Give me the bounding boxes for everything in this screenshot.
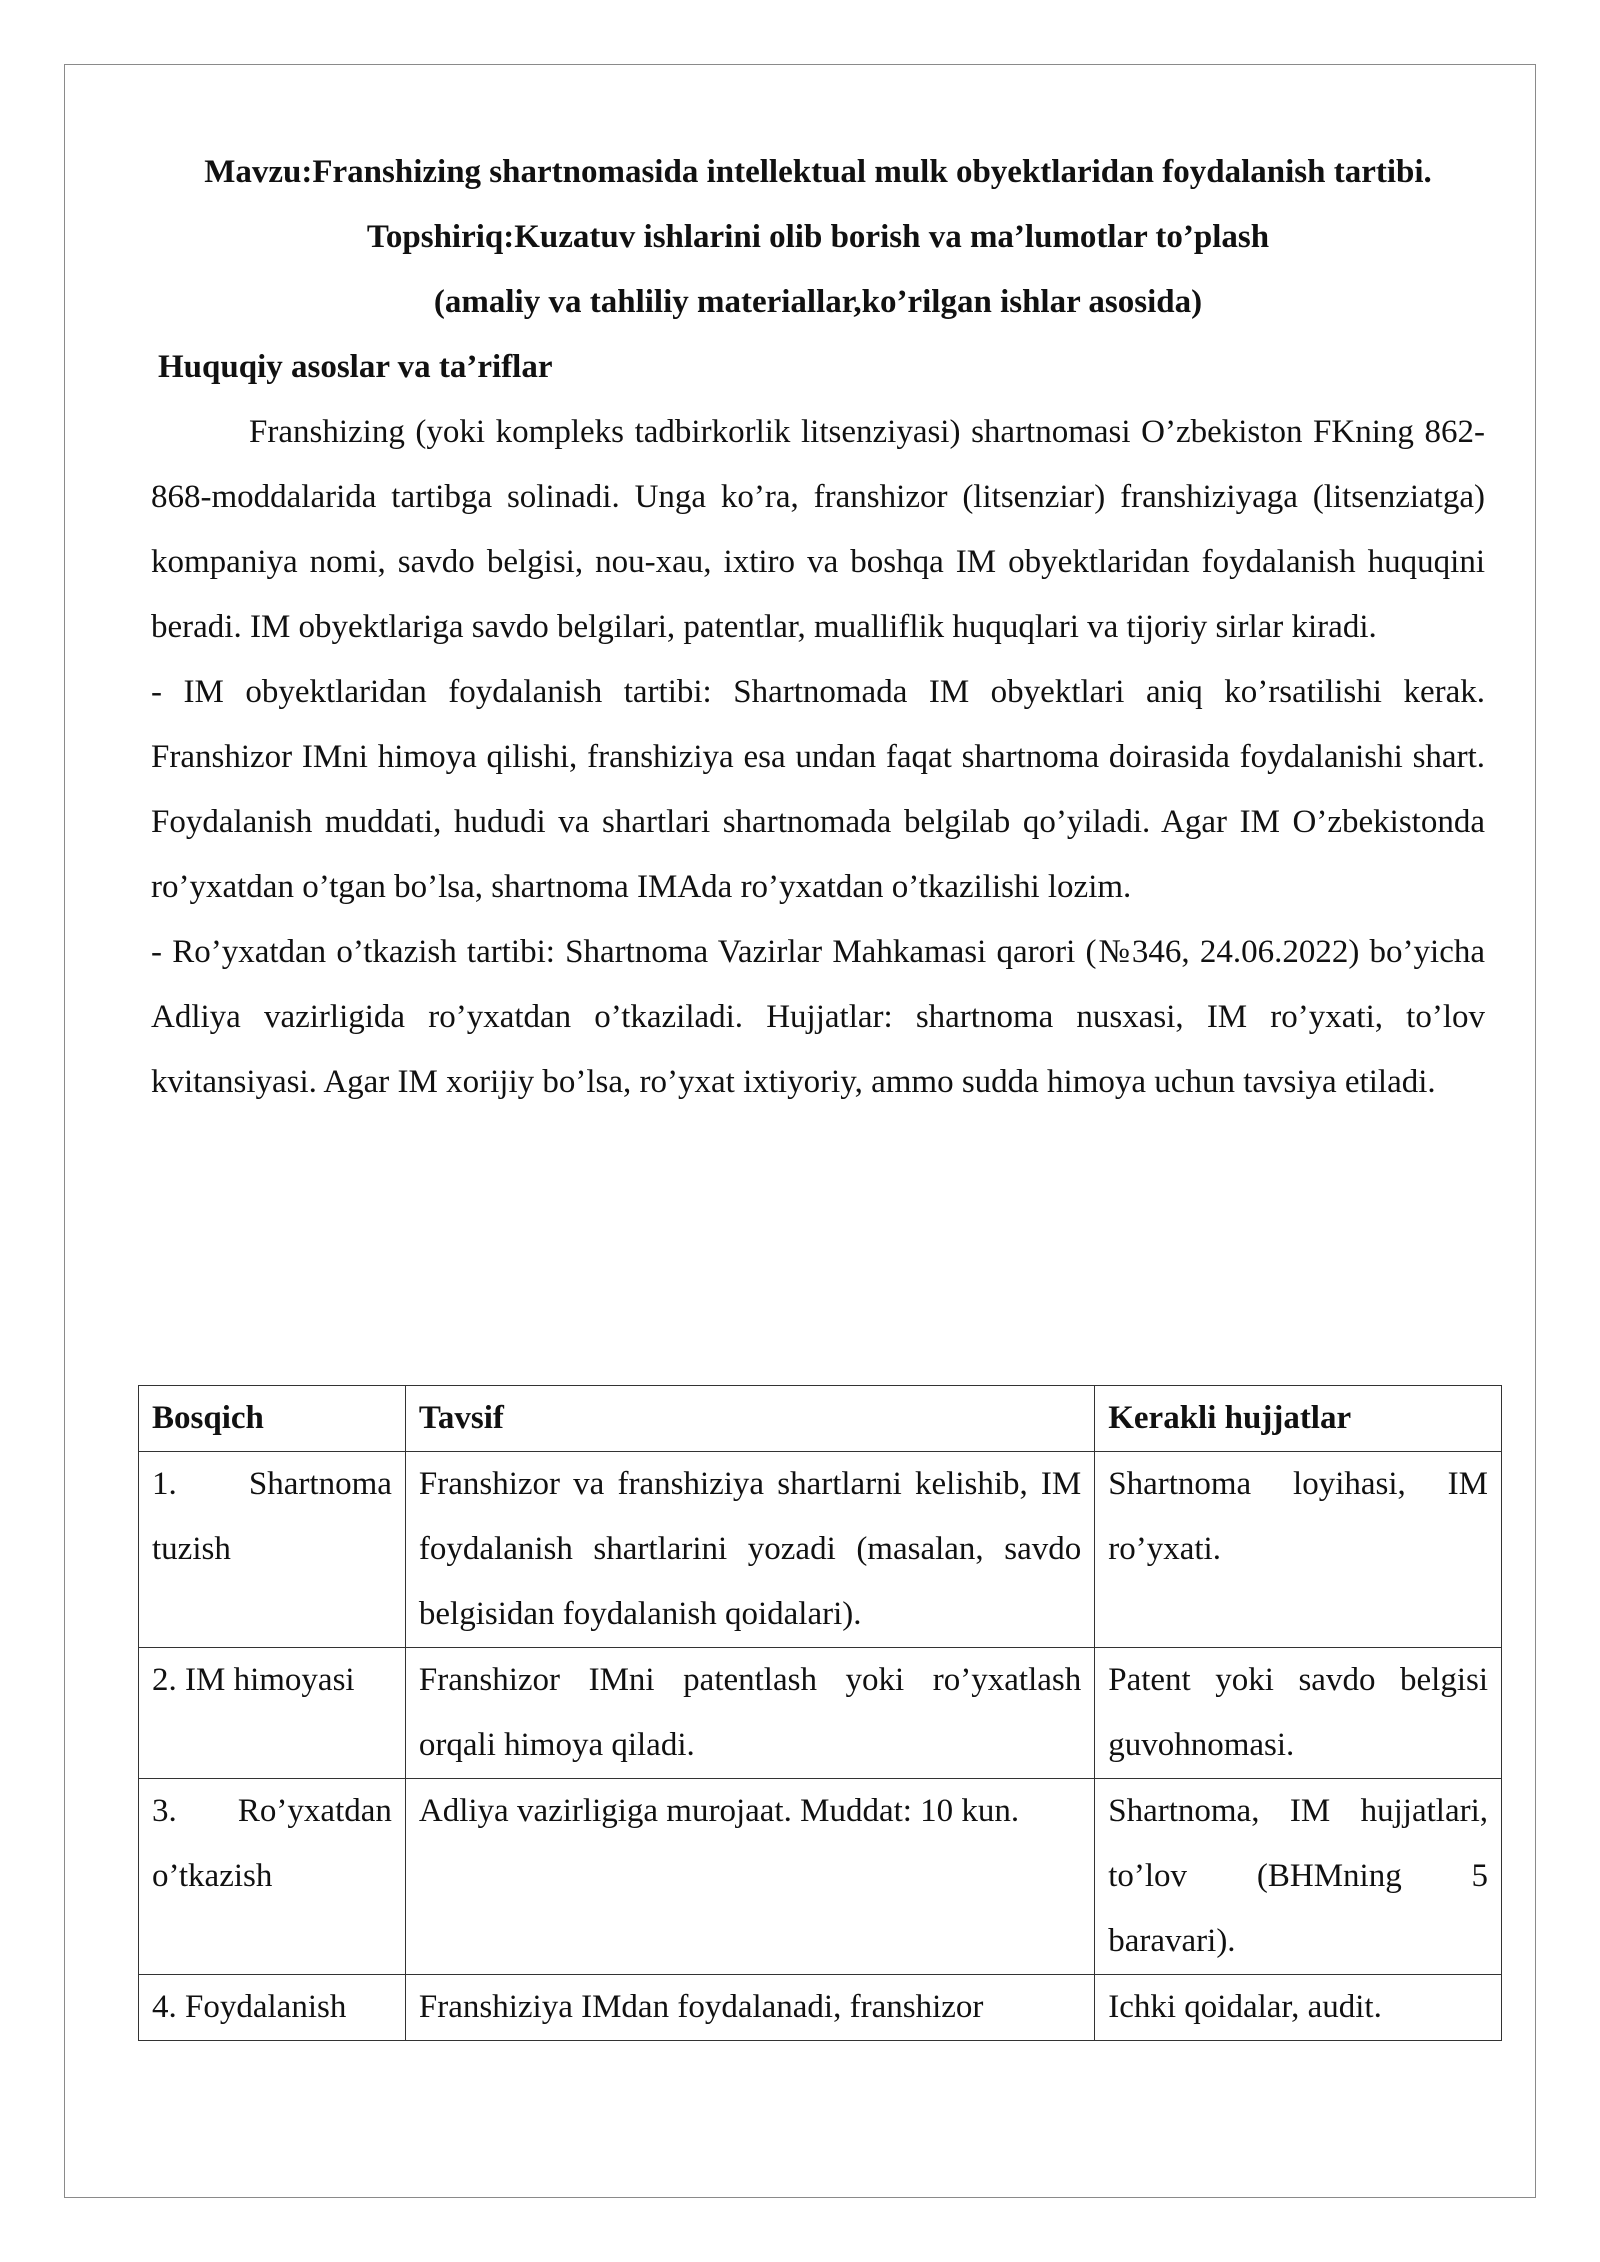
paragraph-registration-procedure: - Ro’yxatdan o’tkazish tartibi: Shartnoma Vazirlar Mahkamasi qarori (№346, 24.06.2022) bo’yicha Adliya vazirligida ro’yxatdan o’tkaziladi. Hujjatlar: shartnoma nusxasi, IM ro’yxati, to’lov kvitansiyasi. Agar IM xorijiy bo’lsa, ro’yxat ixtiyoriy, ammo sudda himoya uchun tavsiya etiladi. <box>151 934 1485 1100</box>
table-cell-stage: 4. Foydalanish <box>139 1975 406 2041</box>
table-cell-documents: Shartnoma loyihasi, IM ro’yxati. <box>1095 1452 1502 1648</box>
section-heading: Huquqiy asoslar va ta’riflar <box>158 349 553 385</box>
table-cell-description: Franshiziya IMdan foydalanadi, franshizor <box>405 1975 1094 2041</box>
table-cell-stage: 1. Shartnoma tuzish <box>139 1452 406 1648</box>
table-row <box>139 1452 1502 1648</box>
steps-table <box>138 1385 1502 2041</box>
document-task-title: Topshiriq:Kuzatuv ishlarini olib borish va ma’lumotlar to’plash <box>366 219 1270 255</box>
table-header-stage: Bosqich <box>139 1386 406 1452</box>
document-body <box>151 140 1485 1115</box>
table-row <box>139 1975 1502 2041</box>
document-task-subtitle: (amaliy va tahliliy materiallar,ko’rilgan ishlar asosida) <box>433 284 1203 320</box>
table-cell-documents: Ichki qoidalar, audit. <box>1095 1975 1502 2041</box>
table-cell-documents: Shartnoma, IM hujjatlari, to’lov (BHMning 5 baravari). <box>1095 1779 1502 1975</box>
table-header-description: Tavsif <box>405 1386 1094 1452</box>
table-row <box>139 1648 1502 1779</box>
paragraph-usage-procedure: - IM obyektlaridan foydalanish tartibi: Shartnomada IM obyektlari aniq ko’rsatilishi kerak. Franshizor IMni himoya qilishi, franshiziya esa undan faqat shartnoma doirasida foydalanishi shart. Foydalanish muddati, hududi va shartlari shartnomada belgilab qo’yiladi. Agar IM O’zbekistonda ro’yxatdan o’tgan bo’lsa, shartnoma IMAda ro’yxatdan o’tkazilishi lozim. <box>151 674 1485 905</box>
paragraph-legal-basis: Franshizing (yoki kompleks tadbirkorlik litsenziyasi) shartnomasi O’zbekiston FKning 862-868-moddalarida tartibga solinadi. Unga ko’ra, franshizor (litsenziar) franshiziyaga (litsenziatga) kompaniya nomi, savdo belgisi, nou-xau, ixtiro va boshqa IM obyektlaridan foydalanish huquqini beradi. IM obyektlariga savdo belgilari, patentlar, mualliflik huquqlari va tijoriy sirlar kiradi. <box>151 414 1485 645</box>
table-header-documents: Kerakli hujjatlar <box>1095 1386 1502 1452</box>
table-cell-stage: 2. IM himoyasi <box>139 1648 406 1779</box>
table-header-row <box>139 1386 1502 1452</box>
table-cell-description: Franshizor va franshiziya shartlarni kelishib, IM foydalanish shartlarini yozadi (masalan, savdo belgisidan foydalanish qoidalari). <box>405 1452 1094 1648</box>
table-cell-description: Adliya vazirligiga murojaat. Muddat: 10 kun. <box>405 1779 1094 1975</box>
document-topic-title: Mavzu:Franshizing shartnomasida intellektual mulk obyektlaridan foydalanish tartibi. <box>204 154 1432 190</box>
table-row <box>139 1779 1502 1975</box>
table-cell-description: Franshizor IMni patentlash yoki ro’yxatlash orqali himoya qiladi. <box>405 1648 1094 1779</box>
table-cell-documents: Patent yoki savdo belgisi guvohnomasi. <box>1095 1648 1502 1779</box>
table-cell-stage: 3. Ro’yxatdan o’tkazish <box>139 1779 406 1975</box>
